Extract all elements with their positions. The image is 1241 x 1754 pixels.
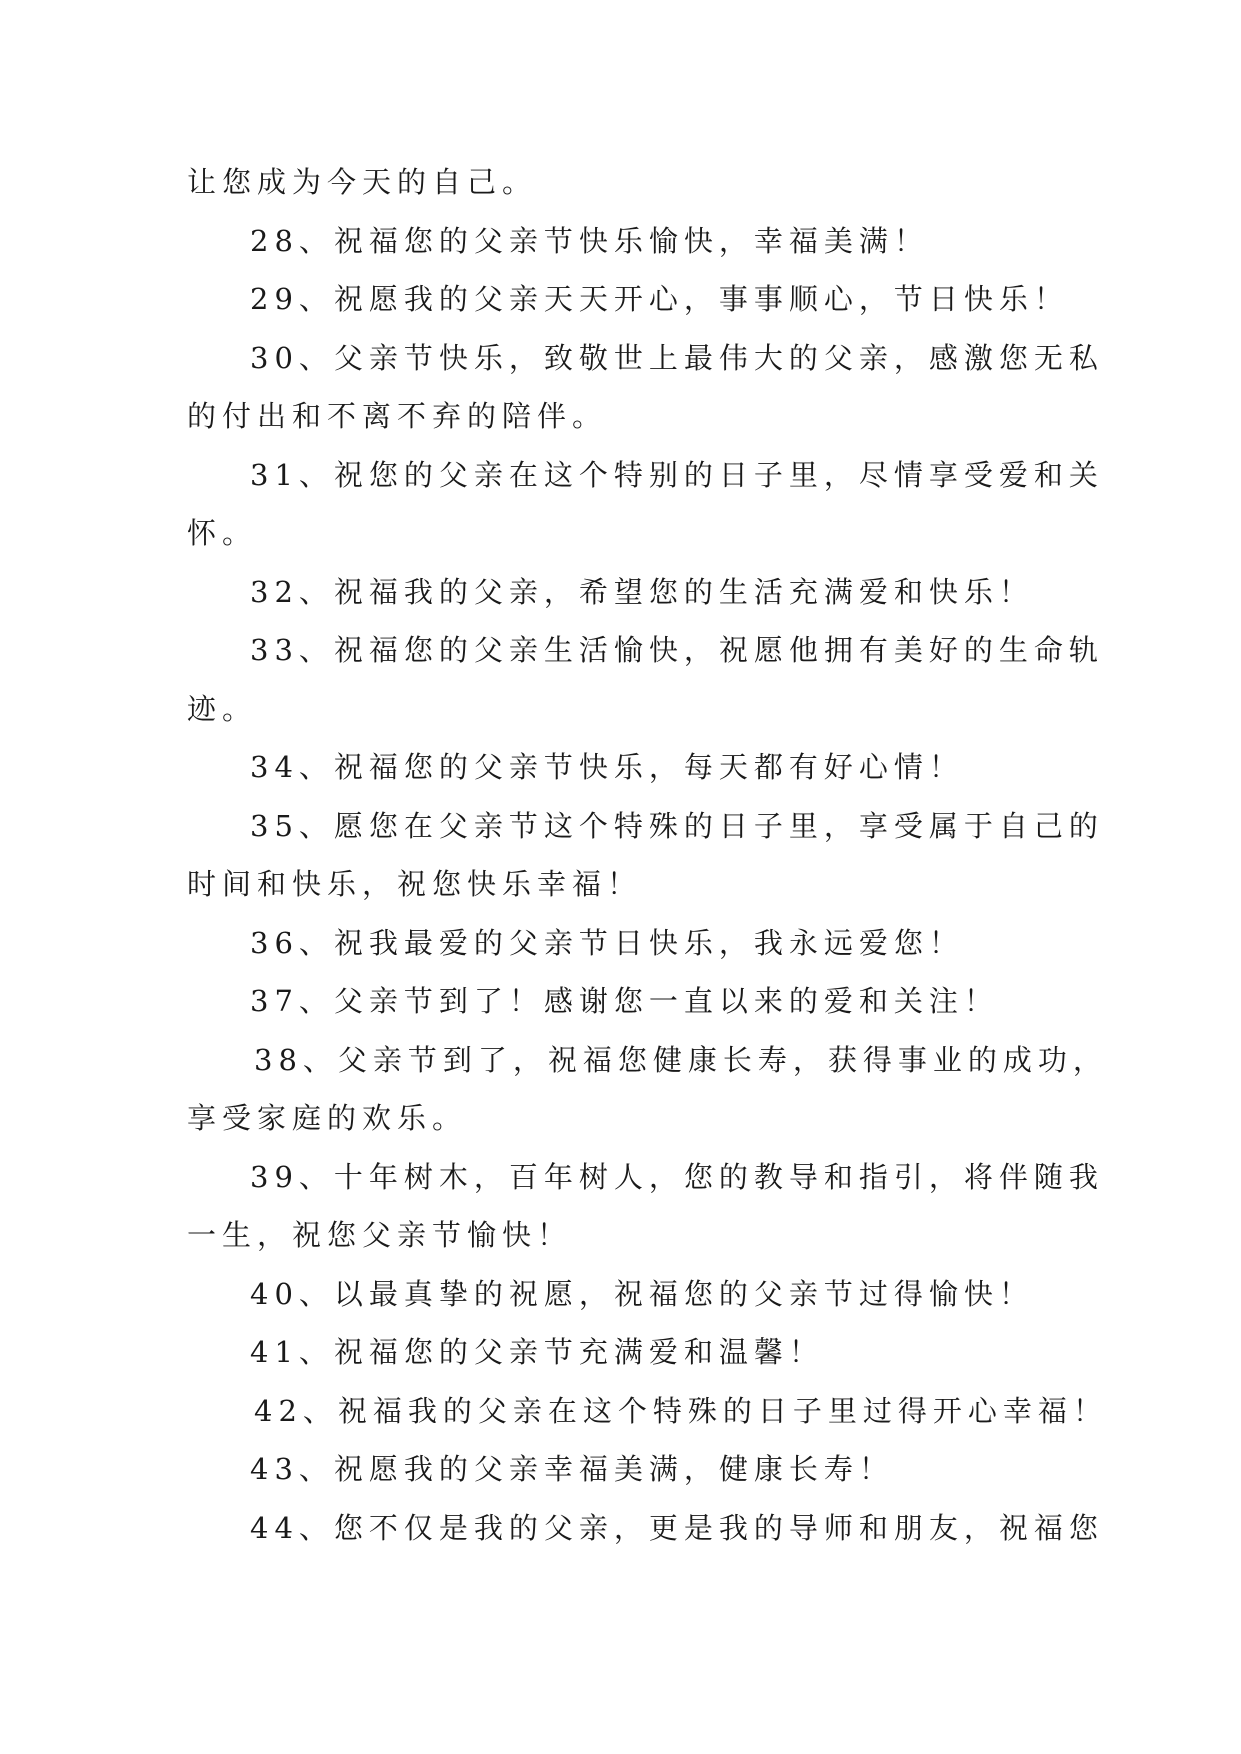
text-line: 34、祝福您的父亲节快乐，每天都有好心情！ <box>250 750 964 784</box>
document-body <box>187 153 1108 1557</box>
text-line: 的付出和不离不弃的陪伴。 <box>187 399 608 433</box>
text-line: 享受家庭的欢乐。 <box>187 1101 468 1135</box>
text-line: 28、祝福您的父亲节快乐愉快，幸福美满！ <box>250 223 929 258</box>
text-line: 40、以最真挚的祝愿，祝福您的父亲节过得愉快！ <box>250 1276 1034 1311</box>
text-line: 39、十年树木，百年树人，您的教导和指引，将伴随我 <box>250 1159 1104 1194</box>
text-line: 36、祝我最爱的父亲节日快乐，我永远爱您！ <box>250 925 964 960</box>
text-line: 29、祝愿我的父亲天天开心，事事顺心，节日快乐！ <box>250 282 1069 316</box>
text-line: 怀。 <box>187 516 258 550</box>
text-line: 让您成为今天的自己。 <box>187 165 538 199</box>
text-line: 38、父亲节到了，祝福您健康长寿，获得事业的成功， <box>254 1042 1108 1077</box>
text-line: 迹。 <box>187 691 258 726</box>
text-line: 44、您不仅是我的父亲，更是我的导师和朋友，祝福您 <box>250 1510 1104 1545</box>
text-line: 32、祝福我的父亲，希望您的生活充满爱和快乐！ <box>250 574 1034 609</box>
text-line: 31、祝您的父亲在这个特别的日子里，尽情享受爱和关 <box>250 457 1104 492</box>
text-line: 42、祝福我的父亲在这个特殊的日子里过得开心幸福！ <box>254 1393 1108 1428</box>
text-line: 35、愿您在父亲节这个特殊的日子里，享受属于自己的 <box>250 808 1104 843</box>
text-line: 43、祝愿我的父亲幸福美满，健康长寿！ <box>250 1452 894 1486</box>
text-line: 时间和快乐，祝您快乐幸福！ <box>187 867 643 901</box>
text-line: 41、祝福您的父亲节充满爱和温馨！ <box>250 1335 824 1369</box>
text-line: 33、祝福您的父亲生活愉快，祝愿他拥有美好的生命轨 <box>250 633 1104 667</box>
text-line: 37、父亲节到了！感谢您一直以来的爱和关注！ <box>250 984 999 1018</box>
text-line: 一生，祝您父亲节愉快！ <box>187 1218 573 1252</box>
text-line: 30、父亲节快乐，致敬世上最伟大的父亲，感激您无私 <box>250 340 1104 375</box>
